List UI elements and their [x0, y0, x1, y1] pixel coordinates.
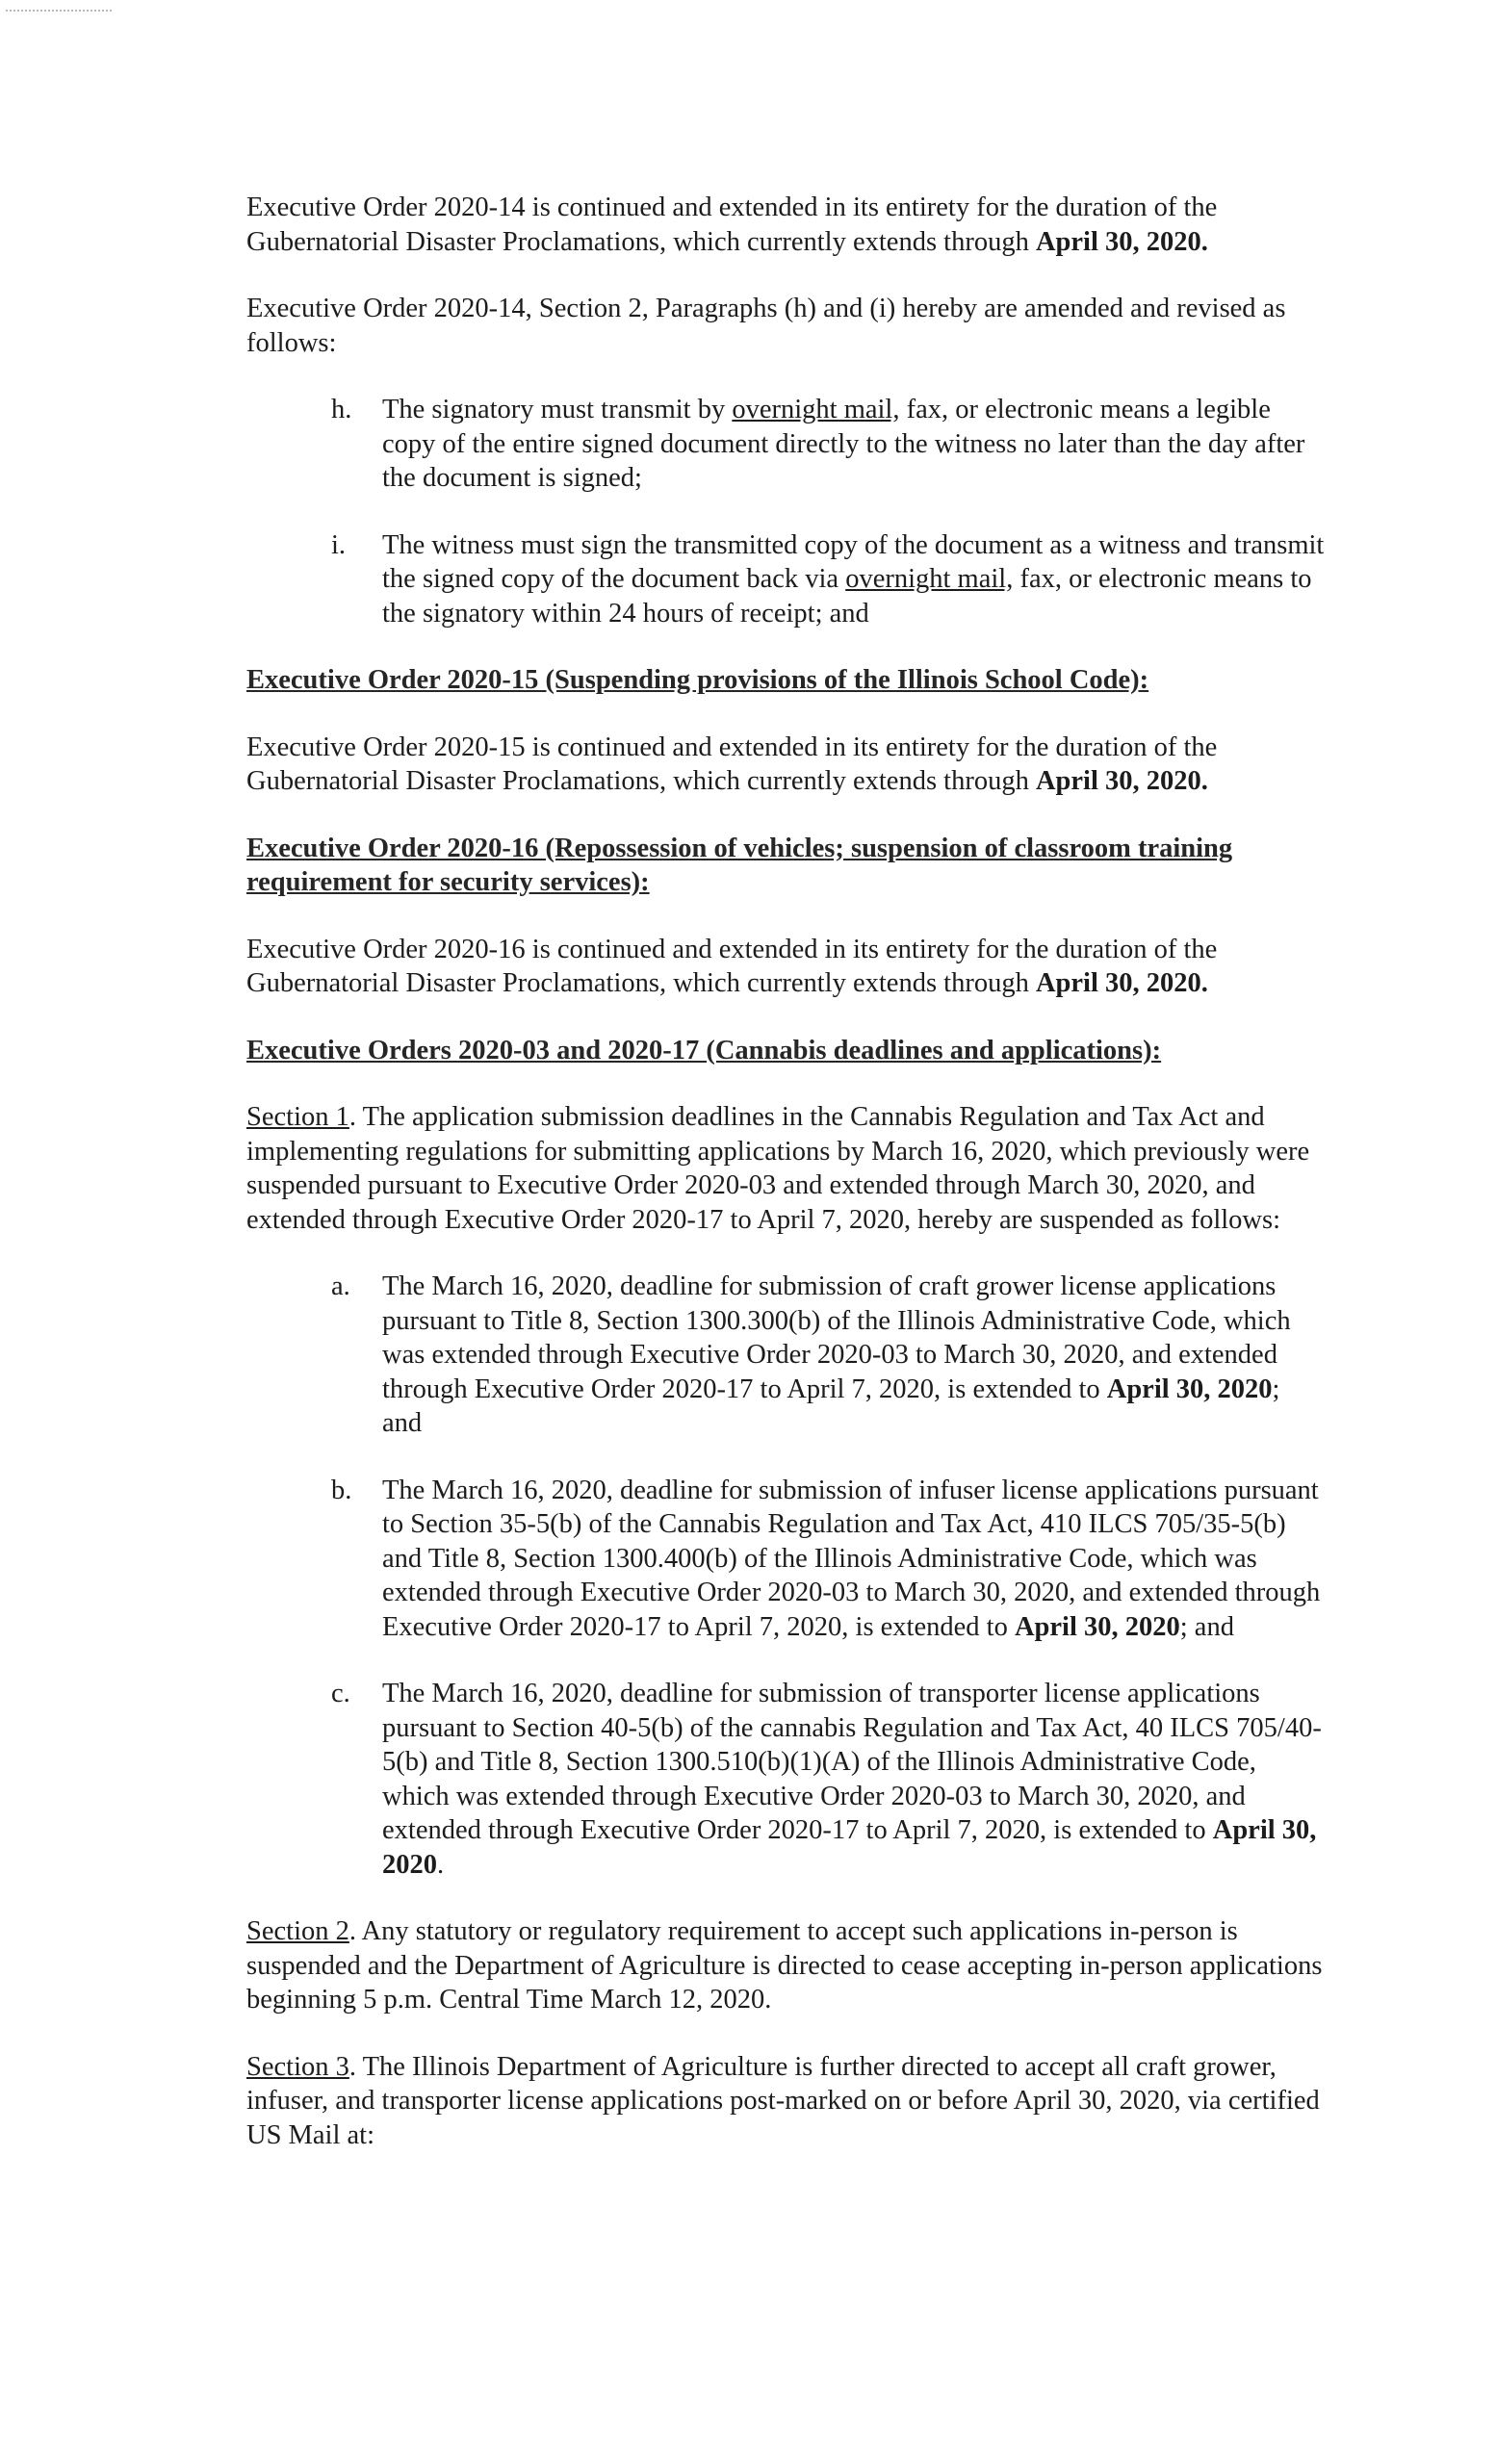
eo16-heading: Executive Order 2020-16 (Repossession of vehicles; suspension of classroom training requirement for security services): [246, 833, 1233, 897]
scan-artifact [6, 10, 112, 13]
deadline-date: April 30, 2020 [1014, 1611, 1180, 1642]
section-label: Section 1 [246, 1102, 349, 1132]
eo15-paragraph: Executive Order 2020-15 is continued and extended in its entirety for the duration of the Gubernatorial Disaster Proclamations, which currently extends through April 30, 2020. [246, 732, 1218, 796]
list-marker: i. [331, 529, 347, 560]
deadline-date: April 30, 2020. [1035, 968, 1208, 998]
section-label: Section 3 [246, 2051, 349, 2082]
eo14-amendment-paragraph: Executive Order 2020-14, Section 2, Paragraphs (h) and (i) hereby are amended and revised as follows: [246, 294, 1286, 358]
list-marker: b. [331, 1475, 352, 1505]
deadline-date: April 30, 2020. [1035, 226, 1208, 257]
list-marker: h. [331, 395, 352, 424]
section-3-paragraph: Section 3. The Illinois Department of Agriculture is further directed to accept all craft grower, infuser, and transporter license applications post-marked on or before April 30, 2020, via certified US Mail at: [246, 2051, 1320, 2150]
deadline-date: April 30, 2020. [1035, 766, 1208, 796]
eo03-17-heading: Executive Orders 2020-03 and 2020-17 (Cannabis deadlines and applications): [246, 1035, 1162, 1065]
document-body [246, 191, 1325, 2185]
list-item-a: a. The March 16, 2020, deadline for submission of craft grower license applications pursuant to Title 8, Section 1300.300(b) of the Illinois Administrative Code, which was extended through Executive Order 2020-03 to March 30, 2020, and extended through Executive Order 2020-17 to April 7, 2020, is extended to April 30, 2020; and [331, 1271, 1291, 1438]
list-item-h: h. The signatory must transmit by overnight mail, fax, or electronic means a legible copy of the entire signed document directly to the witness no later than the day after the document is signed; [331, 395, 1305, 493]
list-item-b: b. The March 16, 2020, deadline for submission of infuser license applications pursuant to Section 35-5(b) of the Cannabis Regulation and Tax Act, 410 ILCS 705/35-5(b) and Title 8, Section 1300.400(b) of the Illinois Administrative Code, which was extended through Executive Order 2020-03 to March 30, 2020, and extended through Executive Order 2020-17 to April 7, 2020, is extended to April 30, 2020; and [331, 1475, 1321, 1642]
section-2-paragraph: Section 2. Any statutory or regulatory requirement to accept such applications in-person is suspended and the Department of Agriculture is directed to cease accepting in-person applications beginning 5 p.m. Central Time March 12, 2020. [246, 1916, 1323, 2015]
section-label: Section 2 [246, 1916, 349, 1946]
section-1-paragraph: Section 1. The application submission deadlines in the Cannabis Regulation and Tax Act and implementing regulations for submitting applications by March 16, 2020, which previously were suspended pursuant to Executive Order 2020-03 and extended through March 30, 2020, and extended through Executive Order 2020-17 to April 7, 2020, hereby are suspended as follows: [246, 1102, 1310, 1235]
deadline-date: April 30, 2020 [382, 1815, 1317, 1880]
list-marker: a. [331, 1271, 350, 1301]
eo16-paragraph: Executive Order 2020-16 is continued and extended in its entirety for the duration of the Gubernatorial Disaster Proclamations, which currently extends through April 30, 2020. [246, 934, 1218, 998]
eo15-heading: Executive Order 2020-15 (Suspending provisions of the Illinois School Code): [246, 665, 1149, 695]
eo14-continuation-paragraph: Executive Order 2020-14 is continued and extended in its entirety for the duration of the Gubernatorial Disaster Proclamations, which currently extends through April 30, 2020. [246, 192, 1218, 257]
list-item-c: c. The March 16, 2020, deadline for submission of transporter license applications pursuant to Section 40-5(b) of the cannabis Regulation and Tax Act, 40 ILCS 705/40-5(b) and Title 8, Section 1300.510(b)(1)(A) of the Illinois Administrative Code, which was extended through Executive Order 2020-03 to March 30, 2020, and extended through Executive Order 2020-17 to April 7, 2020, is extended to April 30, 2020. [331, 1679, 1322, 1880]
list-marker: c. [331, 1679, 350, 1708]
deadline-date: April 30, 2020 [1106, 1373, 1273, 1404]
list-item-i: i. The witness must sign the transmitted copy of the document as a witness and transmit the signed copy of the document back via overnight mail, fax, or electronic means to the signatory within 24 hours of receipt; and [331, 529, 1325, 629]
